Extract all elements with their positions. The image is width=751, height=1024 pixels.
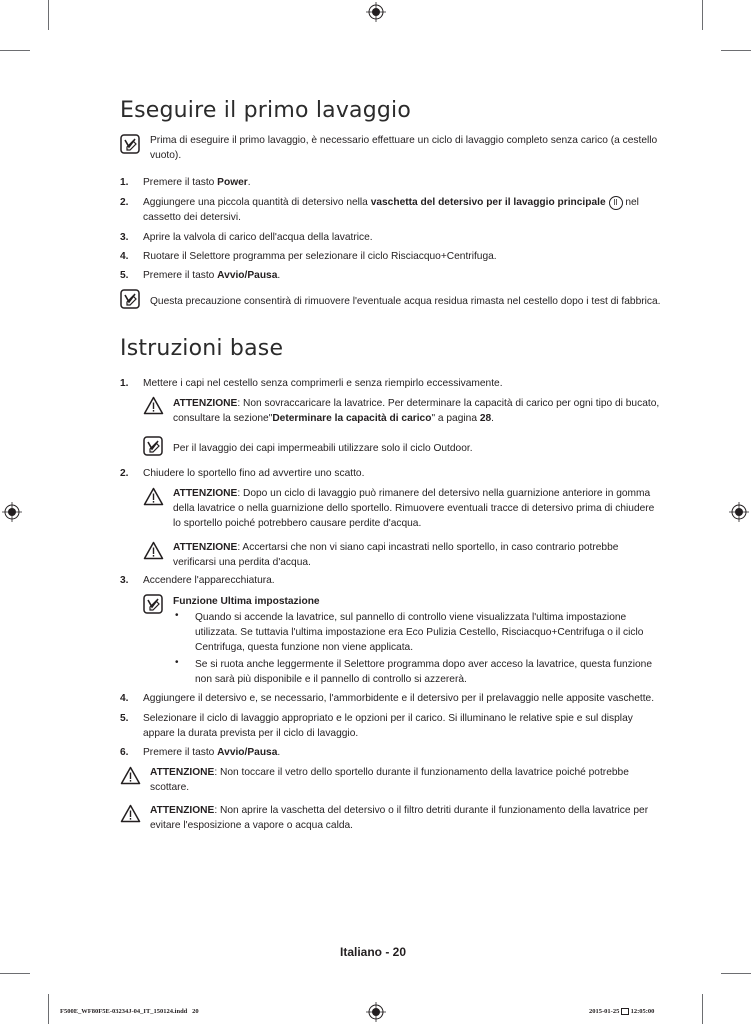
crop-mark bbox=[0, 973, 30, 974]
note-title: Funzione Ultima impostazione bbox=[173, 596, 320, 607]
warning-icon bbox=[120, 804, 141, 823]
crop-mark bbox=[721, 50, 751, 51]
section-title: Istruzioni base bbox=[120, 336, 284, 361]
warning-icon bbox=[120, 766, 141, 785]
section-title: Eseguire il primo lavaggio bbox=[120, 98, 412, 123]
step-number: 1. bbox=[120, 177, 129, 188]
note-text: Questa precauzione consentirà di rimuovere l'eventuale acqua residua rimasta nel cestello dopo i test di fabbrica. bbox=[150, 296, 661, 307]
registration-mark-icon bbox=[366, 1002, 386, 1022]
step-number: 2. bbox=[120, 468, 129, 479]
step-number: 1. bbox=[120, 378, 129, 389]
registration-mark-icon bbox=[729, 502, 749, 522]
print-time: 12:05:00 bbox=[630, 1008, 655, 1015]
step-text: Aggiungere il detersivo e, se necessario, l'ammorbidente e il detersivo per il prelavaggio nelle apposite vaschette. bbox=[143, 693, 655, 704]
note-icon bbox=[143, 594, 163, 614]
step-number: 5. bbox=[120, 713, 129, 724]
warning-text: ATTENZIONE: Accertarsi che non vi siano capi incastrati nello sportello, in caso contrario potrebbe verificarsi una perdita d'acqua. bbox=[173, 542, 619, 568]
crop-mark bbox=[0, 50, 30, 51]
bullet-text: Quando si accende la lavatrice, sul pannello di controllo viene visualizzata l'ultima impostazione utilizzata. Se tuttavia l'ultima impostazione era Eco Pulizia Cestello, Risciacquo+Centrifuga o il ciclo Centrifuga, questa funzione non viene applicata. bbox=[195, 612, 644, 653]
bullet-text: Se si ruota anche leggermente il Selettore programma dopo aver acceso la lavatrice, questa funzione non sarà più disponibile e il pannello di controllo si azzererà. bbox=[195, 659, 652, 685]
warning-text: ATTENZIONE: Dopo un ciclo di lavaggio può rimanere del detersivo nella guarnizione anteriore in gomma della lavatrice o nella guarnizione dello sportello. Rimuovere eventuali tracce di detersivo prima di chiudere lo sportello poiché potrebbero causare perdite d'acqua. bbox=[173, 488, 655, 529]
note-icon bbox=[120, 289, 140, 309]
warning-text: ATTENZIONE: Non aprire la vaschetta del detersivo o il filtro detriti durante il funzionamento della lavatrice per evitare l'esposizione a vapore o acqua calda. bbox=[150, 805, 649, 831]
step-text: Chiudere lo sportello fino ad avvertire uno scatto. bbox=[143, 468, 365, 479]
registration-mark-icon bbox=[366, 2, 386, 22]
crop-mark bbox=[702, 994, 703, 1024]
step-text: Mettere i capi nel cestello senza comprimerli e senza riempirlo eccessivamente. bbox=[143, 378, 503, 389]
step-number: 5. bbox=[120, 270, 129, 281]
step-text: Premere il tasto Power. bbox=[143, 177, 251, 188]
crop-mark bbox=[702, 0, 703, 30]
step-text: Premere il tasto Avvio/Pausa. bbox=[143, 270, 281, 281]
bullet-marker: • bbox=[175, 657, 179, 668]
warning-icon bbox=[143, 396, 164, 415]
step-text: Premere il tasto Avvio/Pausa. bbox=[143, 747, 281, 758]
step-number: 6. bbox=[120, 747, 129, 758]
step-text: Aggiungere una piccola quantità di detersivo nella vaschetta del detersivo per il lavaggio principale II nel cassetto dei detersivi. bbox=[143, 197, 639, 223]
note-text: Per il lavaggio dei capi impermeabili utilizzare solo il ciclo Outdoor. bbox=[173, 443, 473, 454]
bullet-marker: • bbox=[175, 610, 179, 621]
registration-mark-icon bbox=[2, 502, 22, 522]
step-text: Selezionare il ciclo di lavaggio appropriato e le opzioni per il carico. Si illuminano le relative spie e sul display appare la durata prevista per il ciclo di lavaggio. bbox=[143, 713, 633, 739]
step-text: Aprire la valvola di carico dell'acqua della lavatrice. bbox=[143, 232, 373, 243]
step-number: 3. bbox=[120, 575, 129, 586]
compartment-symbol: II bbox=[609, 196, 623, 210]
file-slug: F500E_WF80F5E-03234J-04_IT_150124.indd 20 bbox=[60, 1008, 199, 1015]
clock-icon bbox=[621, 1008, 629, 1015]
warning-icon bbox=[143, 487, 164, 506]
crop-mark bbox=[48, 0, 49, 30]
warning-icon bbox=[143, 541, 164, 560]
print-timestamp bbox=[589, 1008, 654, 1015]
note-text: Prima di eseguire il primo lavaggio, è necessario effettuare un ciclo di lavaggio completo senza carico (a cestello vuoto). bbox=[150, 135, 658, 161]
crop-mark bbox=[721, 973, 751, 974]
step-text: Accendere l'apparecchiatura. bbox=[143, 575, 275, 586]
print-date: 2015-01-25 bbox=[589, 1008, 620, 1015]
note-icon bbox=[120, 134, 140, 154]
step-number: 2. bbox=[120, 197, 129, 208]
warning-text: ATTENZIONE: Non toccare il vetro dello sportello durante il funzionamento della lavatrice poiché potrebbe scottare. bbox=[150, 767, 629, 793]
crop-mark bbox=[48, 994, 49, 1024]
step-number: 4. bbox=[120, 251, 129, 262]
step-number: 4. bbox=[120, 693, 129, 704]
note-icon bbox=[143, 436, 163, 456]
step-text: Ruotare il Selettore programma per selezionare il ciclo Risciacquo+Centrifuga. bbox=[143, 251, 497, 262]
page-number: Italiano - 20 bbox=[340, 945, 407, 959]
warning-text: ATTENZIONE: Non sovraccaricare la lavatrice. Per determinare la capacità di carico per ogni tipo di bucato, consultare la sezione"Determinare la capacità di carico" a pagina 28. bbox=[173, 398, 660, 424]
step-number: 3. bbox=[120, 232, 129, 243]
